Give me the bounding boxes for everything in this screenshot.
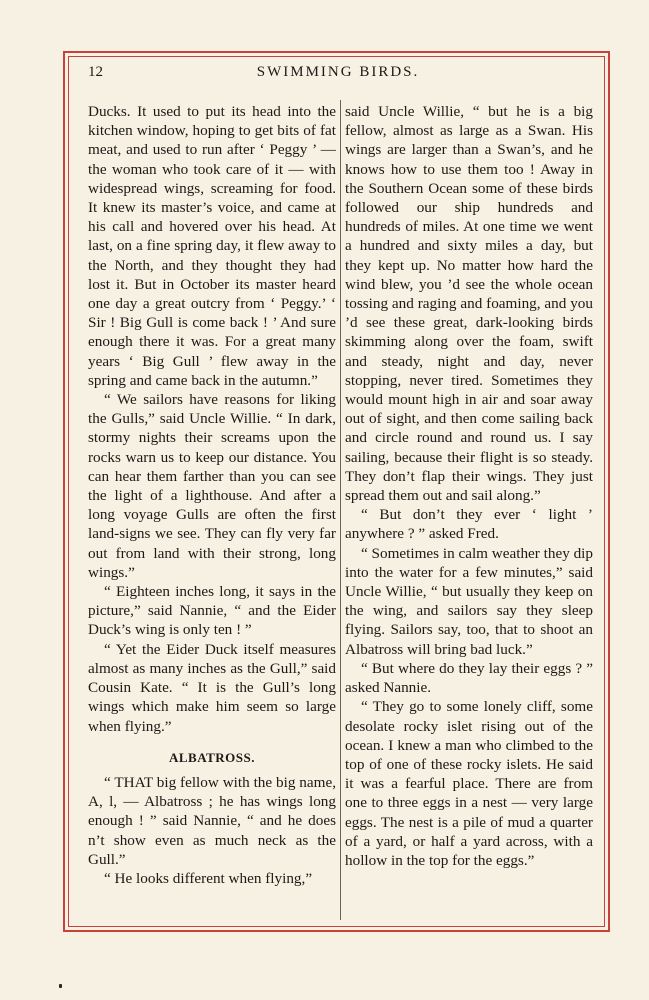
paragraph: “ Eighteen inches long, it says in the picture,” said Nannie, “ and the Eider Duck’s wing is only ten ! ” <box>88 583 336 639</box>
right-column <box>345 102 593 870</box>
left-column <box>88 102 336 888</box>
paragraph: “ Sometimes in calm weather they dip into the water for a few minutes,” said Uncle Willie, “ but usually they keep on the wing, and sailors say they sleep flying. Sailors say, too, that to shoot an Albatross will bring bad luck.” <box>345 544 593 658</box>
page-speck <box>59 984 62 988</box>
paragraph: “ But don’t they ever ‘ light ’ anywhere ? ” asked Fred. <box>345 506 593 543</box>
paragraph: “ THAT big fellow with the big name, A, l, — Albatross ; he has wings long enough ! ” said Nannie, “ and he does n’t show even as much neck as the Gull.” <box>88 773 336 868</box>
page-number: 12 <box>88 64 103 80</box>
running-title: SWIMMING BIRDS. <box>256 64 420 80</box>
paragraph: Ducks. It used to put its head into the kitchen window, hoping to get bits of fat meat, and used to run after ‘ Peggy ’ — the woman who took care of it — with widespread wings, screaming for food. It knew its master’s voice, and came at his call and hovered over his head. At last, on a fine spring day, it flew away to the North, and they thought they had lost it. But in October its master heard one day a great outcry from ‘ Peggy.’ ‘ Sir ! Big Gull is come back ! ’ And sure enough there it was. For a great many years ‘ Big Gull ’ flew away in the spring and came back in the autumn.” <box>88 103 336 389</box>
section-heading: ALBATROSS. <box>168 749 256 765</box>
paragraph: “ He looks different when flying,” <box>104 869 313 887</box>
paragraph: “ They go to some lonely cliff, some desolate rocky islet rising out of the ocean. I knew a man who climbed to the top of one of these rocky islets. He said it was a fearful place. There are from one to three eggs in a nest — very large eggs. The nest is a pile of mud a quarter of a yard, or half a yard across, with a hollow in the top for the eggs.” <box>345 698 593 869</box>
paragraph: “ Yet the Eider Duck itself measures almost as many inches as the Gull,” said Cousin Kate. “ It is the Gull’s long wings which make him seem so large when flying.” <box>88 640 336 735</box>
running-header <box>88 64 588 84</box>
paragraph: “ But where do they lay their eggs ? ” asked Nannie. <box>345 659 593 697</box>
paragraph: “ We sailors have reasons for liking the Gulls,” said Uncle Willie. “ In dark, stormy nights their screams upon the rocks warn us to keep our distance. You can hear them farther than you can see the light of a lighthouse. And after a long voyage Gulls are often the first land-signs we see. They can fly very far out from land with their strong, long wings.” <box>88 391 336 581</box>
paragraph: said Uncle Willie, “ but he is a big fellow, almost as large as a Swan. His wings are larger than a Swan’s, and he knows how to use them too ! Away in the Southern Ocean some of these birds followed our ship hundreds and hundreds of miles. At one time we went a hundred and sixty miles a day, but they kept up. No matter how hard the wind blew, you ’d see the whole ocean tossing and raging and foaming, and you ’d see these great, dark-looking birds skimming along over the foam, swift and steady, night and day, never stopping, never tired. Sometimes they would mount high in air and soar away out of sight, and then come sailing back and circle round and round us. I say sailing, because their flight is so steady. They don’t flap their wings. They just spread them out and sail along.” <box>345 103 593 505</box>
column-divider <box>340 100 341 920</box>
